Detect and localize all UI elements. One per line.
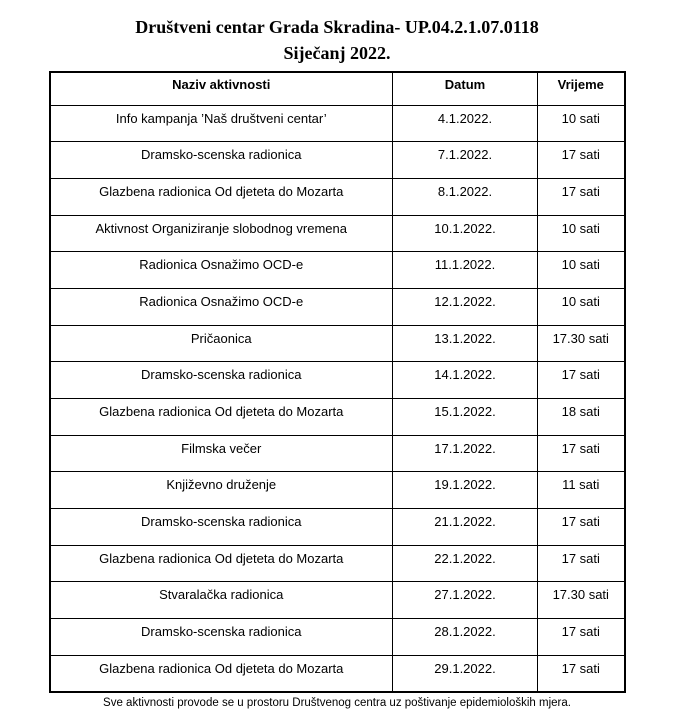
table-row (50, 105, 625, 142)
cell-vrijeme: 10 sati (538, 252, 625, 289)
table-header-row (50, 72, 625, 105)
cell-datum: 17.1.2022. (393, 435, 538, 472)
cell-vrijeme: 17 sati (538, 655, 625, 692)
table-row (50, 215, 625, 252)
cell-datum: 27.1.2022. (393, 582, 538, 619)
cell-vrijeme: 17.30 sati (538, 325, 625, 362)
cell-datum: 15.1.2022. (393, 399, 538, 436)
cell-datum: 13.1.2022. (393, 325, 538, 362)
cell-naziv-aktivnosti: Glazbena radionica Od djeteta do Mozarta (50, 178, 393, 215)
cell-naziv-aktivnosti: Dramsko-scenska radionica (50, 362, 393, 399)
cell-naziv-aktivnosti: Glazbena radionica Od djeteta do Mozarta (50, 545, 393, 582)
table-row (50, 399, 625, 436)
header-vrijeme: Vrijeme (538, 72, 625, 105)
cell-naziv-aktivnosti: Glazbena radionica Od djeteta do Mozarta (50, 655, 393, 692)
cell-vrijeme: 17 sati (538, 509, 625, 546)
cell-vrijeme: 11 sati (538, 472, 625, 509)
table-row (50, 252, 625, 289)
cell-vrijeme: 17 sati (538, 362, 625, 399)
table-row (50, 178, 625, 215)
table-row (50, 435, 625, 472)
cell-naziv-aktivnosti: Književno druženje (50, 472, 393, 509)
cell-vrijeme: 10 sati (538, 288, 625, 325)
footer-note: Sve aktivnosti provode se u prostoru Društvenog centra uz poštivanje epidemioloških mjera. (103, 697, 571, 709)
cell-naziv-aktivnosti: Info kampanja ’Naš društveni centar’ (50, 105, 393, 142)
cell-vrijeme: 17.30 sati (538, 582, 625, 619)
cell-naziv-aktivnosti: Pričaonica (50, 325, 393, 362)
cell-vrijeme: 10 sati (538, 215, 625, 252)
cell-datum: 14.1.2022. (393, 362, 538, 399)
table-row (50, 619, 625, 656)
document-title-line1: Društveni centar Grada Skradina- UP.04.2.1.07.0118 (135, 17, 539, 37)
cell-datum: 12.1.2022. (393, 288, 538, 325)
document-title-line2: Siječanj 2022. (283, 43, 391, 63)
table-row (50, 362, 625, 399)
table-row (50, 509, 625, 546)
cell-naziv-aktivnosti: Dramsko-scenska radionica (50, 509, 393, 546)
table-row (50, 288, 625, 325)
cell-datum: 11.1.2022. (393, 252, 538, 289)
cell-datum: 21.1.2022. (393, 509, 538, 546)
table-row (50, 655, 625, 692)
cell-naziv-aktivnosti: Glazbena radionica Od djeteta do Mozarta (50, 399, 393, 436)
cell-naziv-aktivnosti: Dramsko-scenska radionica (50, 142, 393, 179)
cell-vrijeme: 17 sati (538, 435, 625, 472)
cell-naziv-aktivnosti: Stvaralačka radionica (50, 582, 393, 619)
cell-vrijeme: 10 sati (538, 105, 625, 142)
cell-vrijeme: 17 sati (538, 178, 625, 215)
cell-datum: 10.1.2022. (393, 215, 538, 252)
table-row (50, 325, 625, 362)
document-title (0, 14, 674, 66)
header-datum: Datum (393, 72, 538, 105)
schedule-table (49, 71, 626, 693)
cell-datum: 19.1.2022. (393, 472, 538, 509)
cell-naziv-aktivnosti: Filmska večer (50, 435, 393, 472)
table-row (50, 582, 625, 619)
cell-vrijeme: 17 sati (538, 142, 625, 179)
cell-vrijeme: 18 sati (538, 399, 625, 436)
cell-datum: 28.1.2022. (393, 619, 538, 656)
schedule-table-body (50, 105, 625, 692)
cell-datum: 8.1.2022. (393, 178, 538, 215)
cell-vrijeme: 17 sati (538, 619, 625, 656)
table-row (50, 545, 625, 582)
cell-datum: 7.1.2022. (393, 142, 538, 179)
cell-datum: 4.1.2022. (393, 105, 538, 142)
cell-datum: 29.1.2022. (393, 655, 538, 692)
cell-naziv-aktivnosti: Dramsko-scenska radionica (50, 619, 393, 656)
header-naziv-aktivnosti: Naziv aktivnosti (50, 72, 393, 105)
table-row (50, 472, 625, 509)
cell-naziv-aktivnosti: Radionica Osnažimo OCD-e (50, 288, 393, 325)
cell-naziv-aktivnosti: Radionica Osnažimo OCD-e (50, 252, 393, 289)
table-row (50, 142, 625, 179)
cell-datum: 22.1.2022. (393, 545, 538, 582)
cell-naziv-aktivnosti: Aktivnost Organiziranje slobodnog vremena (50, 215, 393, 252)
cell-vrijeme: 17 sati (538, 545, 625, 582)
